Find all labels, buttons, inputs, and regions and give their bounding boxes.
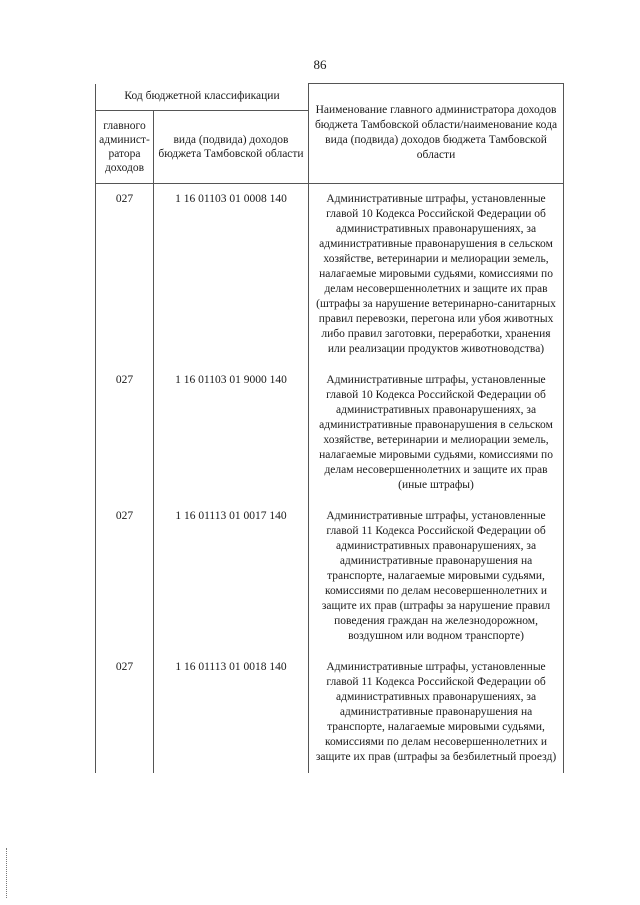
scan-margin-marks [6, 848, 9, 898]
admin-code-cell: 027 [96, 183, 154, 365]
income-code-cell: 1 16 01103 01 0008 140 [154, 183, 309, 365]
admin-code-cell: 027 [96, 365, 154, 501]
admin-header: главного админист-ратора доходов [96, 110, 154, 183]
description-cell: Административные штрафы, установленные главой 10 Кодекса Российской Федерации об административных правонарушениях, за административные правонарушения в сельском хозяйстве, ветеринарии и мелиорации земель, налагаемые мировыми судьями, комиссиями по делам несовершеннолетних и защите их прав (иные штрафы) [309, 365, 564, 501]
admin-code-cell: 027 [96, 501, 154, 652]
description-cell: Административные штрафы, установленные главой 11 Кодекса Российской Федерации об административных правонарушениях, за административные правонарушения на транспорте, налагаемые мировыми судьями, комиссиями по делам несовершеннолетних и защите их прав (штрафы за нарушение правил поведения граждан на железнодорожном, воздушном или водном транспорте) [309, 501, 564, 652]
income-code-cell: 1 16 01113 01 0017 140 [154, 501, 309, 652]
description-cell: Административные штрафы, установленные главой 11 Кодекса Российской Федерации об административных правонарушениях, за административные правонарушения на транспорте, налагаемые мировыми судьями, комиссиями по делам несовершеннолетних и защите их прав (штрафы за безбилетный проезд) [309, 652, 564, 773]
table-row [96, 501, 564, 652]
table-row [96, 652, 564, 773]
income-code-cell: 1 16 01103 01 9000 140 [154, 365, 309, 501]
admin-code-cell: 027 [96, 652, 154, 773]
budget-classification-table [95, 83, 564, 773]
income-code-cell: 1 16 01113 01 0018 140 [154, 652, 309, 773]
description-cell: Административные штрафы, установленные главой 10 Кодекса Российской Федерации об административных правонарушениях, за административные правонарушения в сельском хозяйстве, ветеринарии и мелиорации земель, налагаемые мировыми судьями, комиссиями по делам несовершеннолетних и защите их прав (штрафы за нарушение ветеринарно-санитарных правил перевозки, перегона или убоя животных либо правил заготовки, переработки, хранения или реализации продуктов животноводства) [309, 183, 564, 365]
table-row [96, 365, 564, 501]
table-row [96, 183, 564, 365]
name-header: Наименование главного администратора доходов бюджета Тамбовской области/наименование кода вида (подвида) доходов бюджета Тамбовской области [309, 84, 564, 184]
code-header: вида (подвида) доходов бюджета Тамбовской области [154, 110, 309, 183]
classification-header: Код бюджетной классификации [96, 84, 309, 111]
page-number: 86 [313, 57, 327, 72]
